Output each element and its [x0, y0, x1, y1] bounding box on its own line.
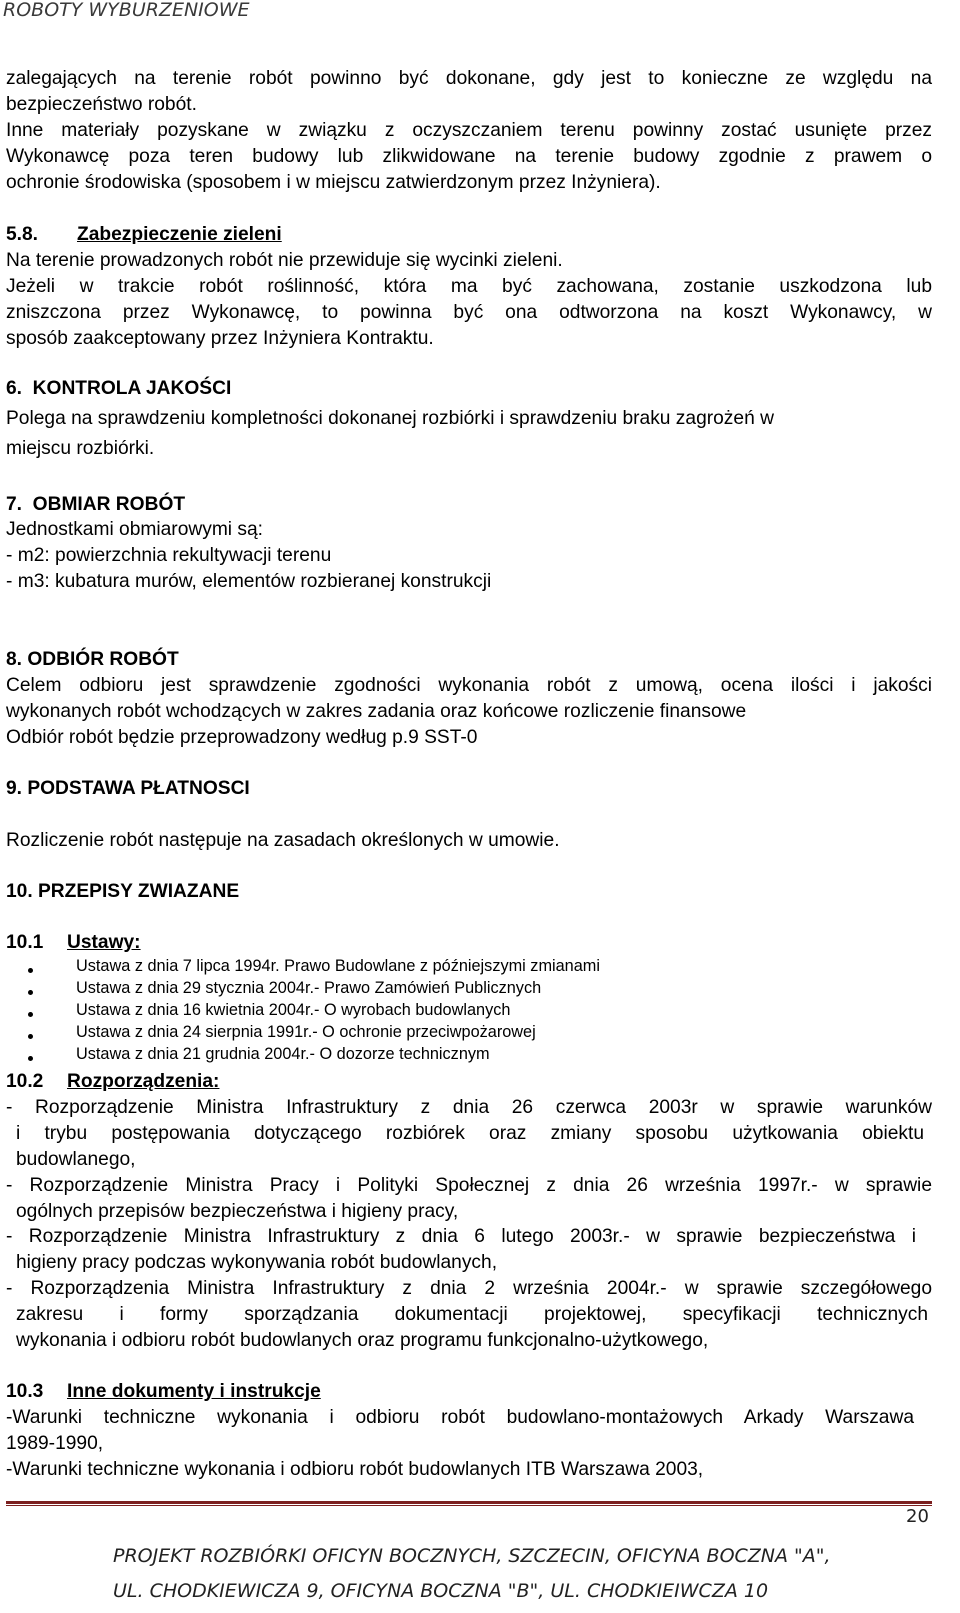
bullet-icon	[28, 968, 33, 973]
regulation-line: i trybu postępowania dotyczącego rozbiórek oraz zmiany sposobu użytkowania obiektu	[16, 1123, 924, 1144]
regulation-line: - Rozporządzenia Ministra Infrastruktury z dnia 2 września 2004r.- w sprawie szczegółowego	[6, 1278, 932, 1299]
section-heading: 6. KONTROLA JAKOŚCI	[6, 378, 232, 399]
bullet-icon	[28, 1056, 33, 1061]
subsection-number: 10.3	[6, 1381, 44, 1402]
paragraph-line: Polega na sprawdzeniu kompletności dokonanej rozbiórki i sprawdzeniu braku zagrożeń w	[6, 408, 774, 429]
paragraph-line: Celem odbioru jest sprawdzenie zgodności wykonania robót z umową, ocena ilości i jakości	[6, 675, 932, 696]
list-line: - m2: powierzchnia rekultywacji terenu	[6, 545, 332, 566]
section-heading: 9. PODSTAWA PŁATNOSCI	[6, 778, 250, 799]
subsection-number: 10.1	[6, 932, 44, 953]
paragraph-line: ochronie środowiska (sposobem i w miejscu zatwierdzonym przez Inżyniera).	[6, 172, 661, 193]
section-number: 5.8.	[6, 224, 39, 245]
subsection-number: 10.2	[6, 1071, 44, 1092]
paragraph-line: Rozliczenie robót następuje na zasadach określonych w umowie.	[6, 830, 560, 851]
subsection-title: Ustawy:	[67, 932, 141, 953]
document-line: 1989-1990,	[6, 1433, 104, 1454]
paragraph-line: bezpieczeństwo robót.	[6, 94, 197, 115]
section-heading: 10. PRZEPISY ZWIAZANE	[6, 881, 240, 902]
page-number: 20	[906, 1506, 929, 1527]
running-header: ROBOTY WYBURZENIOWE	[3, 0, 250, 21]
paragraph-line: wykonanych robót wchodzących w zakres zadania oraz końcowe rozliczenie finansowe	[6, 701, 747, 722]
paragraph-line: zniszczona przez Wykonawcę, to powinna być ona odtworzona na koszt Wykonawcy, w	[6, 302, 932, 323]
document-line: -Warunki techniczne wykonania i odbioru robót budowlanych ITB Warszawa 2003,	[6, 1459, 704, 1480]
footer-rule-thin	[6, 1505, 932, 1506]
section-heading: 8. ODBIÓR ROBÓT	[6, 649, 179, 670]
list-item: Ustawa z dnia 29 stycznia 2004r.- Prawo Zamówień Publicznych	[0, 979, 700, 1002]
list-item: Ustawa z dnia 21 grudnia 2004r.- O dozorze technicznym	[0, 1045, 700, 1068]
paragraph-line: Na terenie prowadzonych robót nie przewiduje się wycinki zieleni.	[6, 250, 563, 271]
regulation-line: - Rozporządzenie Ministra Pracy i Polityki Społecznej z dnia 26 września 1997r.- w sprawie	[6, 1175, 932, 1196]
footer-rule	[6, 1501, 932, 1504]
list-item: Ustawa z dnia 16 kwietnia 2004r.- O wyrobach budowlanych	[0, 1001, 700, 1024]
paragraph-line: Odbiór robót będzie przeprowadzony według p.9 SST-0	[6, 727, 478, 748]
bullet-icon	[28, 1012, 33, 1017]
footer-line: PROJEKT ROZBIÓRKI OFICYN BOCZNYCH, SZCZECIN, OFICYNA BOCZNA "A",	[113, 1545, 831, 1567]
document-line: -Warunki techniczne wykonania i odbioru robót budowlano-montażowych Arkady Warszawa	[6, 1407, 914, 1428]
regulation-line: - Rozporządzenie Ministra Infrastruktury z dnia 26 czerwca 2003r w sprawie warunków	[6, 1097, 932, 1118]
paragraph-line: sposób zaakceptowany przez Inżyniera Kontraktu.	[6, 328, 434, 349]
section-title: Zabezpieczenie zieleni	[77, 224, 282, 245]
paragraph-line: Inne materiały pozyskane w związku z oczyszczaniem terenu powinny zostać usunięte przez	[6, 120, 932, 141]
paragraph-line: Wykonawcę poza teren budowy lub zlikwidowane na terenie budowy zgodnie z prawem o	[6, 146, 932, 167]
regulation-line: zakresu i formy sporządzania dokumentacji projektowej, specyfikacji technicznych	[16, 1304, 928, 1325]
paragraph-line: Jeżeli w trakcie robót roślinność, która ma być zachowana, zostanie uszkodzona lub	[6, 276, 932, 297]
subsection-title: Inne dokumenty i instrukcje	[67, 1381, 321, 1402]
list-item: Ustawa z dnia 7 lipca 1994r. Prawo Budowlane z późniejszymi zmianami	[0, 957, 700, 980]
regulation-line: wykonania i odbioru robót budowlanych oraz programu funkcjonalno-użytkowego,	[16, 1330, 709, 1351]
paragraph-line: Jednostkami obmiarowymi są:	[6, 519, 263, 540]
ustawy-list	[0, 957, 960, 1072]
bullet-icon	[28, 990, 33, 995]
list-line: - m3: kubatura murów, elementów rozbieranej konstrukcji	[6, 571, 492, 592]
section-heading: 7. OBMIAR ROBÓT	[6, 494, 186, 515]
regulation-line: budowlanego,	[16, 1149, 136, 1170]
list-item: Ustawa z dnia 24 sierpnia 1991r.- O ochronie przeciwpożarowej	[0, 1023, 700, 1046]
paragraph-line: zalegających na terenie robót powinno być dokonane, gdy jest to konieczne ze względu na	[6, 68, 932, 89]
subsection-title: Rozporządzenia:	[67, 1071, 220, 1092]
regulation-line: higieny pracy podczas wykonywania robót budowlanych,	[16, 1252, 498, 1273]
regulation-line: - Rozporządzenie Ministra Infrastruktury z dnia 6 lutego 2003r.- w sprawie bezpieczeństwa i	[6, 1226, 916, 1247]
paragraph-line: miejscu rozbiórki.	[6, 438, 155, 459]
regulation-line: ogólnych przepisów bezpieczeństwa i higieny pracy,	[16, 1201, 459, 1222]
bullet-icon	[28, 1034, 33, 1039]
footer-line: UL. CHODKIEWICZA 9, OFICYNA BOCZNA "B", UL. CHODKIEIWCZA 10	[113, 1580, 769, 1602]
